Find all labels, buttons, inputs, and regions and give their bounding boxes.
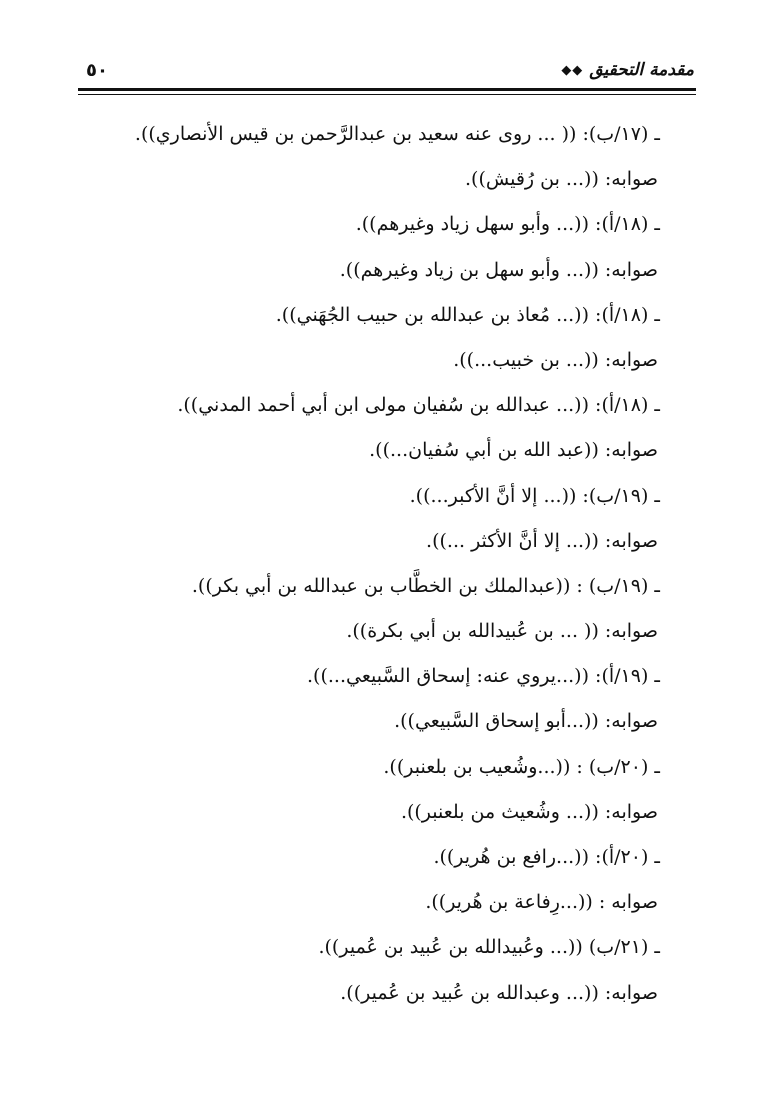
corrections-list [78, 112, 660, 1016]
error-entry: ـ (٢١/ب) ((... وعُبيدالله بن عُبيد بن عُمير)). [318, 936, 660, 959]
error-entry: ـ (١٩/أ): ((...يروي عنه: إسحاق السَّبيعي...)). [307, 665, 660, 688]
diamond-ornament-icon: ◆◆ [561, 62, 584, 78]
error-entry: ـ (١٨/أ): ((... وأبو سهل زياد وغيرهم)). [355, 213, 660, 236]
correction-entry: صوابه: ((عبد الله بن أبي سُفيان...)). [369, 439, 658, 462]
running-title [561, 60, 694, 80]
error-entry: ـ (١٩/ب) : ((عبدالملك بن الخطَّاب بن عبدالله بن أبي بكر)). [191, 574, 660, 597]
error-entry: ـ (١٨/أ): ((... عبدالله بن سُفيان مولى ابن أبي أحمد المدني)). [177, 394, 660, 417]
correction-entry: صوابه: ((... وأبو سهل بن زياد وغيرهم)). [339, 258, 658, 281]
correction-entry: صوابه : ((...رِفاعة بن هُرير)). [425, 891, 658, 914]
page-number: ٥٠ [86, 59, 108, 81]
correction-entry: صوابه: ((... بن خبيب...)). [453, 348, 658, 371]
error-entry: ـ (١٩/ب): ((... إلا أنَّ الأكبر...)). [409, 484, 660, 507]
correction-entry: صوابه: ((...أبو إسحاق السَّبيعي)). [394, 710, 658, 733]
error-entry: ـ (١٧/ب): (( ... روى عنه سعيد بن عبدالرَّحمن بن قيس الأنصاري)). [134, 123, 660, 145]
error-entry: ـ (٢٠/ب) : ((...وشُعيب بن بلعنبر)). [383, 755, 660, 778]
error-entry: ـ (١٨/أ): ((... مُعاذ بن عبدالله بن حبيب الجُهَني)). [275, 303, 660, 326]
correction-entry: صوابه: ((... وشُعيث من بلعنبر)). [400, 800, 658, 823]
header-rule-thin [78, 94, 696, 95]
page-header [78, 52, 696, 88]
correction-entry: صوابه: (( ... بن عُبيدالله بن أبي بكرة)). [346, 620, 658, 643]
error-entry: ـ (٢٠/أ): ((...رافع بن هُرير)). [433, 846, 660, 868]
header-rule-thick [78, 88, 696, 91]
correction-entry: صوابه: ((... بن رُقيش)). [465, 168, 658, 191]
correction-entry: صوابه: ((... وعبدالله بن عُبيد بن عُمير)). [340, 981, 658, 1004]
correction-entry: صوابه: ((... إلا أنَّ الأكثر ...)). [426, 529, 658, 552]
running-title-text: مقدمة التحقيق [589, 60, 694, 80]
